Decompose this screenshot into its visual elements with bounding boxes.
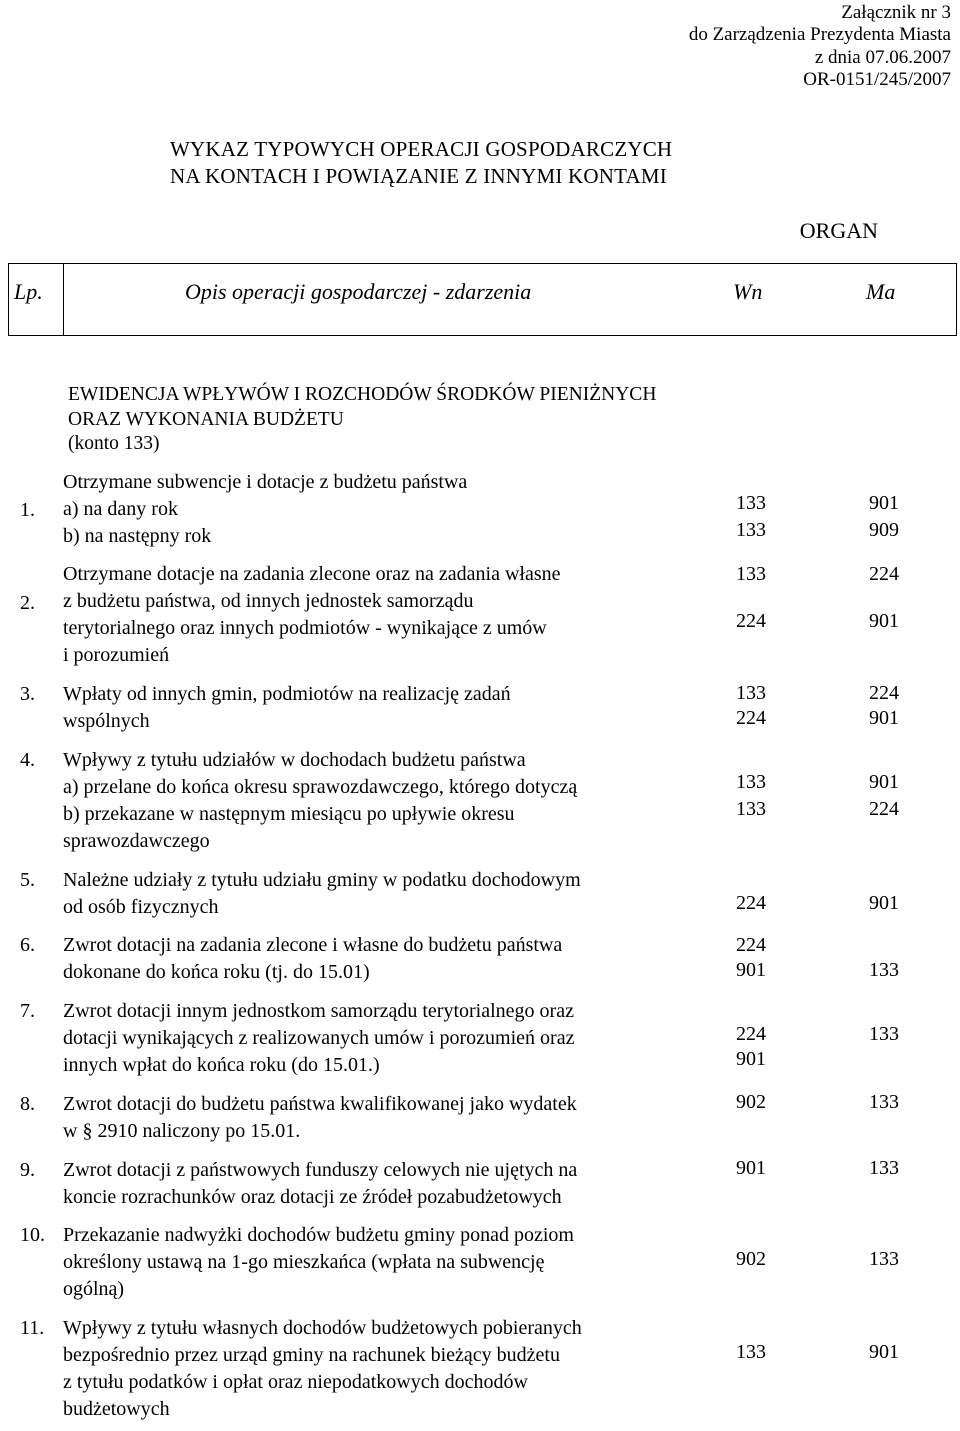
debit-account: 901 bbox=[736, 1048, 766, 1070]
row-description-line: bezpośrednio przez urząd gminy na rachunek bieżący budżetu bbox=[63, 1344, 560, 1366]
row-description-line: wspólnych bbox=[63, 710, 150, 732]
row-number: 8. bbox=[20, 1093, 35, 1115]
row-description-line: Wpłaty od innych gmin, podmiotów na realizację zadań bbox=[63, 683, 511, 705]
debit-account: 133 bbox=[736, 563, 766, 585]
credit-account: 224 bbox=[869, 563, 899, 585]
debit-account: 901 bbox=[736, 1157, 766, 1179]
credit-account: 909 bbox=[869, 519, 899, 541]
date-label: z dnia 07.06.2007 bbox=[814, 47, 951, 68]
row-description-line: koncie rozrachunków oraz dotacji ze źródeł pozabudżetowych bbox=[63, 1186, 562, 1208]
row-number: 10. bbox=[20, 1224, 45, 1246]
section-heading-line1: EWIDENCJA WPŁYWÓW I ROZCHODÓW ŚRODKÓW PIENIŻNYCH bbox=[68, 384, 657, 405]
row-description-line: a) przelane do końca okresu sprawozdawczego, którego dotyczą bbox=[63, 776, 578, 798]
credit-account: 224 bbox=[869, 682, 899, 704]
section-heading-line3: (konto 133) bbox=[68, 433, 160, 454]
debit-account: 902 bbox=[736, 1248, 766, 1270]
credit-account: 133 bbox=[869, 1023, 899, 1045]
credit-account: 901 bbox=[869, 892, 899, 914]
credit-account: 224 bbox=[869, 798, 899, 820]
row-number: 3. bbox=[20, 683, 35, 705]
debit-account: 133 bbox=[736, 492, 766, 514]
ordinance-label: do Zarządzenia Prezydenta Miasta bbox=[688, 24, 951, 45]
column-header-lp: Lp. bbox=[14, 279, 43, 304]
credit-account: 133 bbox=[869, 1248, 899, 1270]
credit-account: 901 bbox=[869, 707, 899, 729]
credit-account: 133 bbox=[869, 959, 899, 981]
debit-account: 133 bbox=[736, 771, 766, 793]
debit-account: 224 bbox=[736, 707, 766, 729]
credit-account: 901 bbox=[869, 492, 899, 514]
row-description-line: i porozumień bbox=[63, 644, 170, 666]
credit-account: 901 bbox=[869, 610, 899, 632]
row-description-line: z budżetu państwa, od innych jednostek samorządu bbox=[63, 590, 474, 612]
debit-account: 133 bbox=[736, 1341, 766, 1363]
row-description-line: określony ustawą na 1-go mieszkańca (wpłata na subwencję bbox=[63, 1251, 545, 1273]
credit-account: 901 bbox=[869, 1341, 899, 1363]
row-description-line: Otrzymane dotacje na zadania zlecone oraz na zadania własne bbox=[63, 563, 561, 585]
table-top-border bbox=[8, 263, 957, 264]
row-description-line: terytorialnego oraz innych podmiotów - wynikające z umów bbox=[63, 617, 547, 639]
row-description-line: sprawozdawczego bbox=[63, 830, 210, 852]
row-number: 5. bbox=[20, 869, 35, 891]
row-description-line: dokonane do końca roku (tj. do 15.01) bbox=[63, 961, 370, 983]
column-header-description: Opis operacji gospodarczej - zdarzenia bbox=[185, 279, 532, 304]
debit-account: 133 bbox=[736, 798, 766, 820]
row-number: 2. bbox=[20, 592, 35, 614]
row-description-line: Zwrot dotacji do budżetu państwa kwalifikowanej jako wydatek bbox=[63, 1093, 577, 1115]
row-number: 1. bbox=[20, 499, 35, 521]
organ-label: ORGAN bbox=[799, 218, 878, 243]
reference-number: OR-0151/245/2007 bbox=[803, 69, 951, 90]
row-description-line: a) na dany rok bbox=[63, 498, 178, 520]
row-description-line: budżetowych bbox=[63, 1398, 170, 1420]
table-header-bottom-border bbox=[8, 335, 957, 336]
credit-account: 133 bbox=[869, 1091, 899, 1113]
row-description-line: w § 2910 naliczony po 15.01. bbox=[63, 1120, 301, 1142]
debit-account: 902 bbox=[736, 1091, 766, 1113]
row-number: 7. bbox=[20, 1000, 35, 1022]
debit-account: 901 bbox=[736, 959, 766, 981]
row-description-line: innych wpłat do końca roku (do 15.01.) bbox=[63, 1054, 380, 1076]
row-description-line: dotacji wynikających z realizowanych umów i porozumień oraz bbox=[63, 1027, 575, 1049]
row-description-line: Zwrot dotacji z państwowych funduszy celowych nie ujętych na bbox=[63, 1159, 578, 1181]
row-description-line: z tytułu podatków i opłat oraz niepodatkowych dochodów bbox=[63, 1371, 528, 1393]
row-number: 4. bbox=[20, 749, 35, 771]
row-description-line: od osób fizycznych bbox=[63, 896, 219, 918]
debit-account: 224 bbox=[736, 934, 766, 956]
document-title-line2: NA KONTACH I POWIĄZANIE Z INNYMI KONTAMI bbox=[170, 164, 667, 188]
column-header-debit: Wn bbox=[733, 279, 763, 304]
row-description-line: Przekazanie nadwyżki dochodów budżetu gminy ponad poziom bbox=[63, 1224, 574, 1246]
debit-account: 224 bbox=[736, 892, 766, 914]
row-description-line: Zwrot dotacji innym jednostkom samorządu terytorialnego oraz bbox=[63, 1000, 574, 1022]
section-heading-line2: ORAZ WYKONANIA BUDŻETU bbox=[68, 409, 344, 430]
row-description-line: Wpływy z tytułu udziałów w dochodach budżetu państwa bbox=[63, 749, 526, 771]
credit-account: 133 bbox=[869, 1157, 899, 1179]
table-column-divider bbox=[63, 263, 64, 336]
debit-account: 133 bbox=[736, 519, 766, 541]
row-number: 9. bbox=[20, 1159, 35, 1181]
row-description-line: Zwrot dotacji na zadania zlecone i własne do budżetu państwa bbox=[63, 934, 563, 956]
row-description-line: Wpływy z tytułu własnych dochodów budżetowych pobieranych bbox=[63, 1317, 582, 1339]
row-description-line: Należne udziały z tytułu udziału gminy w podatku dochodowym bbox=[63, 869, 581, 891]
row-number: 6. bbox=[20, 934, 35, 956]
document-title-line1: WYKAZ TYPOWYCH OPERACJI GOSPODARCZYCH bbox=[170, 137, 673, 161]
debit-account: 133 bbox=[736, 682, 766, 704]
debit-account: 224 bbox=[736, 1023, 766, 1045]
row-description-line: ogólną) bbox=[63, 1278, 125, 1300]
table-left-border bbox=[8, 263, 9, 336]
debit-account: 224 bbox=[736, 610, 766, 632]
row-description-line: b) przekazane w następnym miesiącu po upływie okresu bbox=[63, 803, 515, 825]
table-right-border bbox=[956, 263, 957, 336]
credit-account: 901 bbox=[869, 771, 899, 793]
row-number: 11. bbox=[20, 1317, 45, 1339]
column-header-credit: Ma bbox=[866, 279, 896, 304]
row-description-line: b) na następny rok bbox=[63, 525, 212, 547]
attachment-label: Załącznik nr 3 bbox=[841, 2, 951, 23]
row-description-line: Otrzymane subwencje i dotacje z budżetu państwa bbox=[63, 471, 468, 493]
